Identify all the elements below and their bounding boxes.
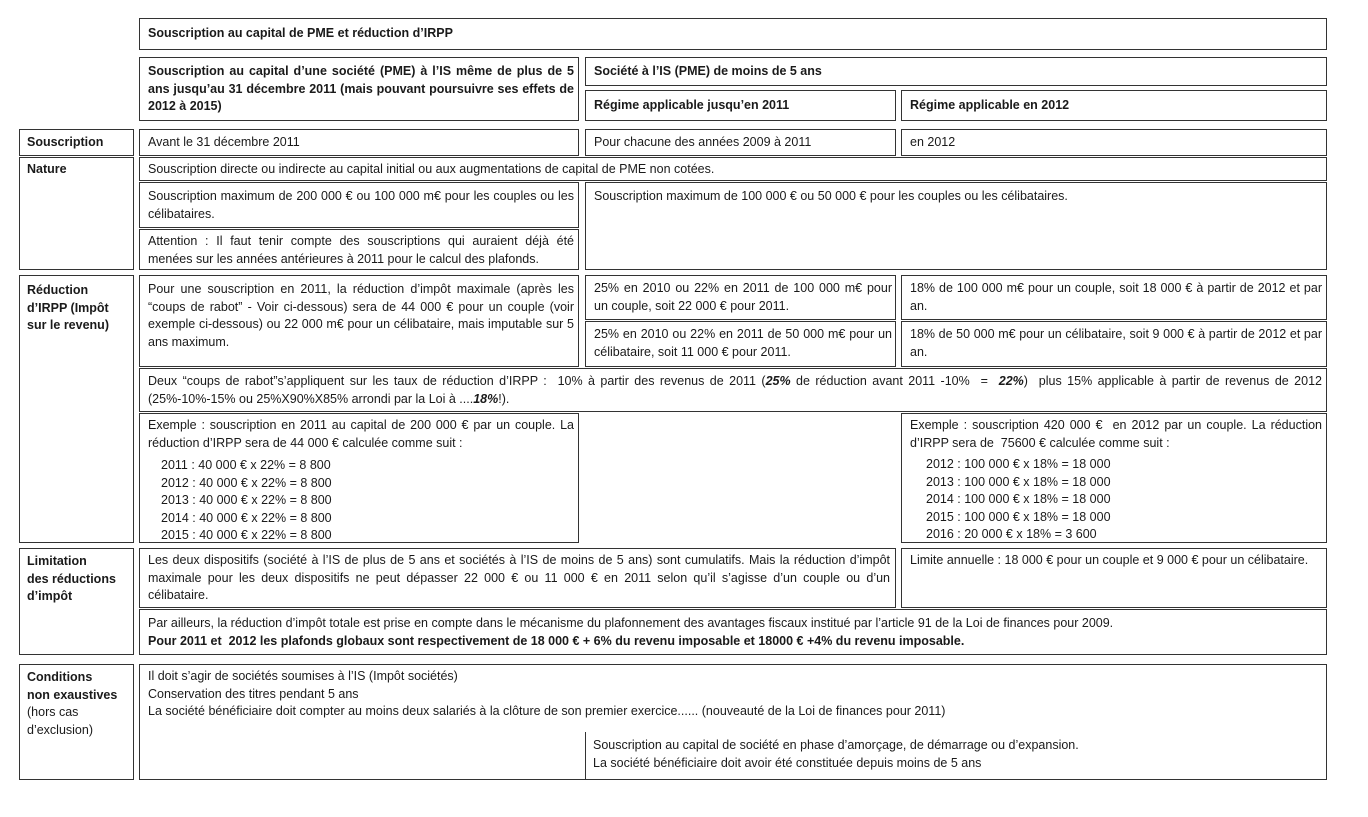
row-label-conditions-cell [19, 664, 134, 780]
example-right-line: 2016 : 20 000 € x 18% = 3 600 [926, 527, 1097, 541]
limitation-right: Limite annuelle : 18 000 € pour un couple et 9 000 € pour un célibataire. [910, 553, 1309, 567]
nature-right-max: Souscription maximum de 100 000 € ou 50 000 € pour les couples ou les célibataires. [594, 189, 1068, 203]
rabot-rate-18: 18% [473, 391, 499, 406]
col-header-left-cell [139, 57, 579, 121]
col-header-right-sub1-cell [585, 90, 896, 121]
nature-left-attention-cell [139, 229, 579, 270]
reduction-left-cell [139, 275, 579, 367]
souscription-mid-cell [585, 129, 896, 156]
rabot-text-2: de réduction avant 2011 -10% = [790, 374, 999, 388]
conditions-line: La société bénéficiaire doit compter au moins deux salariés à la clôture de son premier exercice...... (nouveauté de la Loi de finances pour 2011) [148, 704, 946, 718]
row-label-souscription: Souscription [27, 135, 104, 149]
example-left-line: 2013 : 40 000 € x 22% = 8 800 [161, 493, 332, 507]
example-right-line: 2013 : 100 000 € x 18% = 18 000 [926, 474, 1111, 489]
rabot-text-4: !). [498, 391, 510, 406]
col-header-right-sub2: Régime applicable en 2012 [910, 98, 1070, 112]
row-label-limitation: Limitation des réductions d’impôt [27, 554, 116, 603]
col-header-right-sub2-cell [901, 90, 1327, 121]
nature-right-max-cell [585, 182, 1327, 270]
title-cell [139, 18, 1327, 50]
nature-full: Souscription directe ou indirecte au capital initial ou aux augmentations de capital de PME non cotées. [148, 162, 715, 176]
nature-full-cell [139, 157, 1327, 181]
conditions-line: Conservation des titres pendant 5 ans [148, 686, 359, 701]
limitation-plafonnement-bold: Pour 2011 et 2012 les plafonds globaux sont respectivement de 18 000 € + 6% du revenu imposable et 18000 € +4% du revenu imposable. [148, 634, 965, 648]
row-label-nature-cell [19, 157, 134, 270]
reduction-right-single: 18% de 50 000 m€ pour un célibataire, soit 9 000 € à partir de 2012 et par an. [910, 327, 1326, 359]
example-right-intro: Exemple : souscription 420 000 € en 2012 par un couple. La réduction d’IRPP sera de 75600 € calculée comme suit : [910, 418, 1326, 450]
limitation-plafonnement-cell [139, 609, 1327, 655]
souscription-right: en 2012 [910, 135, 956, 149]
row-label-conditions-note: (hors cas d’exclusion) [27, 705, 94, 737]
example-right-line: 2012 : 100 000 € x 18% = 18 000 [926, 457, 1111, 471]
reduction-mid-couple: 25% en 2010 ou 22% en 2011 de 100 000 m€ pour un couple, soit 22 000 € pour 2011. [594, 281, 896, 313]
reduction-mid-single: 25% en 2010 ou 22% en 2011 de 50 000 m€ pour un célibataire, soit 11 000 € pour 2011. [594, 327, 896, 359]
reduction-example-right-cell [901, 413, 1327, 543]
conditions-right-line: Souscription au capital de société en phase d’amorçage, de démarrage ou d’expansion. [593, 738, 1079, 752]
example-right-line: 2015 : 100 000 € x 18% = 18 000 [926, 509, 1111, 524]
reduction-rabot [148, 373, 1326, 408]
rabot-text-3: ) plus 15% applicable à partir de revenus de 2012 (25%-10%-15% ou 25%X90%X85% arrondi par la Loi à .... [148, 374, 1326, 406]
rabot-rate-25: 25% [765, 374, 791, 388]
col-header-right: Société à l’IS (PME) de moins de 5 ans [594, 64, 822, 78]
limitation-left-cell [139, 548, 896, 608]
example-left-line: 2012 : 40 000 € x 22% = 8 800 [161, 475, 332, 490]
example-left-line: 2014 : 40 000 € x 22% = 8 800 [161, 510, 332, 525]
reduction-right-single-cell [901, 321, 1327, 367]
reduction-left: Pour une souscription en 2011, la réduction d’impôt maximale (après les “coups de rabot” - Voir ci-dessous) sera de 44 000 € pour un couple (voir exemple ci-dessous) ou 22 000 m€ pour un célibataire, mais imputable sur 5 ans maximum. [148, 282, 578, 349]
souscription-left-cell [139, 129, 579, 156]
reduction-rabot-cell [139, 368, 1327, 412]
conditions-cell [139, 664, 1327, 780]
reduction-right-couple-cell [901, 275, 1327, 320]
col-header-right-sub1: Régime applicable jusqu’en 2011 [594, 98, 790, 112]
nature-left-max: Souscription maximum de 200 000 € ou 100 000 m€ pour les couples ou les célibataires. [148, 189, 578, 221]
row-label-nature: Nature [27, 162, 67, 176]
rabot-rate-22: 22% [998, 374, 1024, 388]
row-label-reduction-cell [19, 275, 134, 543]
row-label-conditions: Conditions non exaustives [27, 670, 118, 702]
reduction-mid-couple-cell [585, 275, 896, 320]
limitation-left: Les deux dispositifs (société à l’IS de plus de 5 ans et sociétés à l’IS de moins de 5 ans) sont cumulatifs. Mais la réduction d’impôt maximale pour les deux dispositifs ne peut dépasser 22 000 € ou 11 000 € en 2011 selon qu’il s’agisse d’un couple ou d’un célibataire. [148, 553, 894, 602]
col-header-left: Souscription au capital d’une société (PME) à l’IS même de plus de 5 ans jusqu’au 31 décembre 2011 (mais pouvant poursuivre ses effets de 2012 à 2015) [148, 64, 578, 113]
conditions-right-line: La société bénéficiaire doit avoir été constituée depuis moins de 5 ans [593, 755, 982, 770]
row-label-limitation-cell [19, 548, 134, 655]
reduction-example-left-cell [139, 413, 579, 543]
col-header-right-cell [585, 57, 1327, 86]
rabot-text-1: Deux “coups de rabot”s’appliquent sur les taux de réduction d’IRPP : 10% à partir des revenus de 2011 ( [148, 374, 766, 388]
example-left-line: 2011 : 40 000 € x 22% = 8 800 [161, 458, 331, 472]
limitation-plafonnement: Par ailleurs, la réduction d’impôt totale est prise en compte dans le mécanisme du plafonnement des avantages fiscaux institué par l’article 91 de la Loi de finances pour 2009. [148, 616, 1114, 630]
conditions-divider [585, 732, 586, 780]
example-left-intro: Exemple : souscription en 2011 au capital de 200 000 € par un couple. La réduction d’IRPP sera de 44 000 € calculée comme suit : [148, 418, 578, 450]
nature-left-max-cell [139, 182, 579, 228]
souscription-mid: Pour chacune des années 2009 à 2011 [594, 135, 812, 149]
row-label-reduction: Réduction d’IRPP (Impôt sur le revenu) [27, 283, 109, 332]
row-label-souscription-cell [19, 129, 134, 156]
reduction-mid-single-cell [585, 321, 896, 367]
souscription-left: Avant le 31 décembre 2011 [148, 135, 300, 149]
nature-left-attention: Attention : Il faut tenir compte des souscriptions qui auraient déjà été menées sur les années antérieures à 2011 pour le calcul des plafonds. [148, 234, 578, 266]
limitation-right-cell [901, 548, 1327, 608]
reduction-right-couple: 18% de 100 000 m€ pour un couple, soit 18 000 € à partir de 2012 et par an. [910, 281, 1326, 313]
souscription-right-cell [901, 129, 1327, 156]
example-right-line: 2014 : 100 000 € x 18% = 18 000 [926, 492, 1111, 506]
table-title: Souscription au capital de PME et réduction d’IRPP [148, 26, 453, 40]
example-left-line: 2015 : 40 000 € x 22% = 8 800 [161, 528, 332, 542]
conditions-line: Il doit s’agir de sociétés soumises à l’IS (Impôt sociétés) [148, 669, 458, 683]
